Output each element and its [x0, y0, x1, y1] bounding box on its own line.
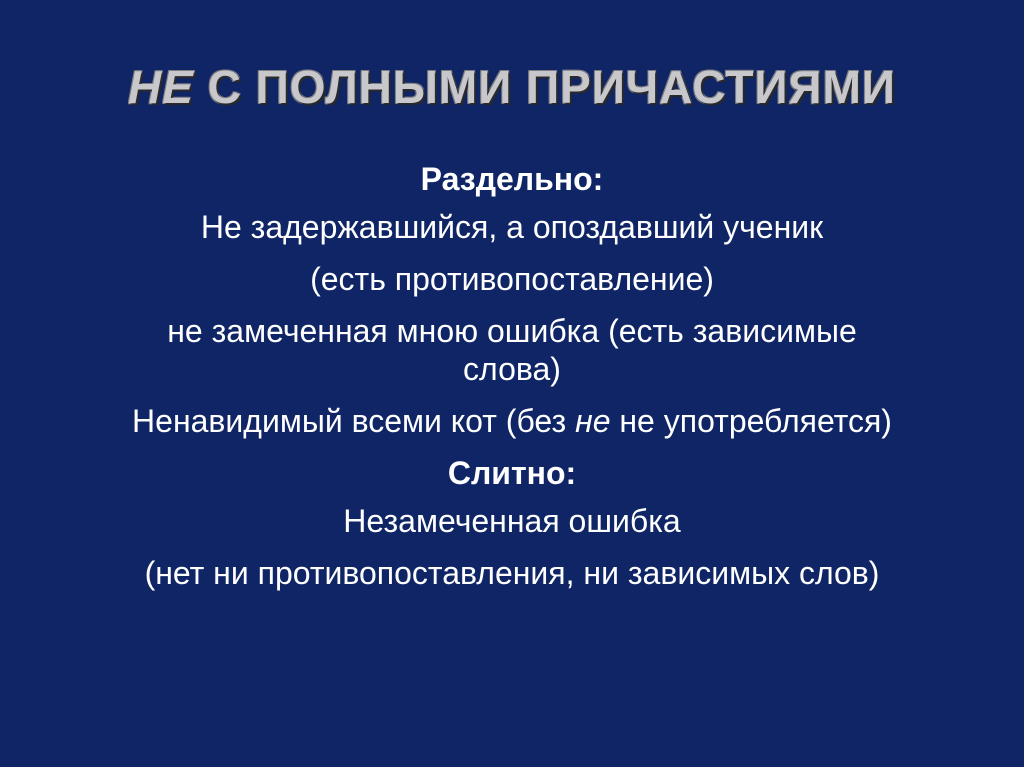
separate-heading: Раздельно:: [420, 161, 604, 197]
example-line-3a: не замеченная мною ошибка (есть зависимые: [167, 313, 857, 349]
example-line-1: Не задержавшийся, а опоздавший ученик: [200, 209, 824, 245]
example-line-3b: слова): [463, 351, 561, 387]
example-line-4: [0, 402, 1024, 440]
example-line-6: (нет ни противопоставления, ни зависимых слов): [144, 555, 880, 591]
line-4-after: не употребляется): [610, 403, 892, 439]
example-line-5: Незамеченная ошибка: [343, 503, 681, 539]
slide-body: [0, 160, 1024, 606]
title-lead: НЕ: [128, 61, 194, 113]
example-line-3: [0, 312, 1024, 388]
line-4-before: Ненавидимый всеми кот (без: [132, 403, 576, 439]
slide-title: [0, 60, 1024, 114]
title-rest: С ПОЛНЫМИ ПРИЧАСТИЯМИ: [193, 61, 896, 113]
together-heading: Слитно:: [447, 455, 577, 491]
example-line-2: (есть противопоставление): [310, 261, 714, 297]
line-4-italic: не: [575, 403, 611, 439]
